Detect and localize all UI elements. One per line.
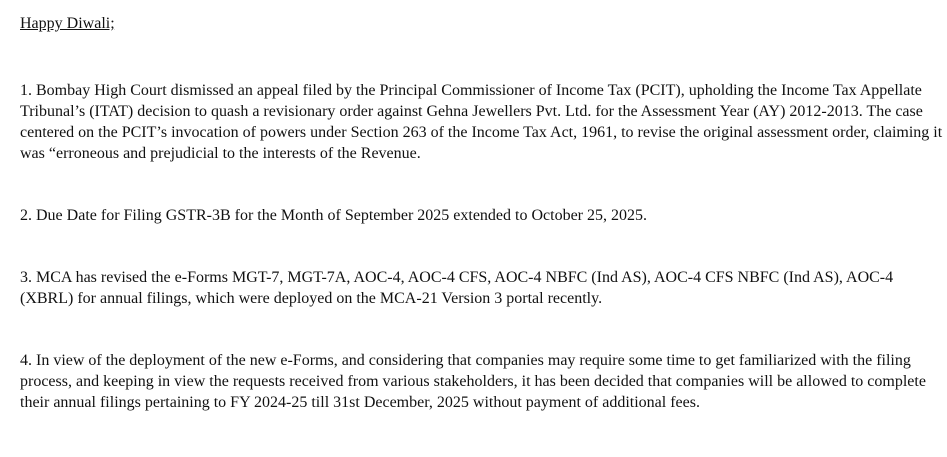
paragraph-4: 4. In view of the deployment of the new e-Forms, and considering that companies may require some time to get familiarized with the filing process, and keeping in view the requests received from various stakeholders, it has been decided that companies will be allowed to complete their annual filings pertaining to FY 2024-25 till 31st December, 2025 without payment of additional fees. xyxy=(20,352,926,411)
paragraph-2: 2. Due Date for Filing GSTR-3B for the Month of September 2025 extended to October 25, 2025. xyxy=(20,207,647,224)
paragraph-3: 3. MCA has revised the e-Forms MGT-7, MGT-7A, AOC-4, AOC-4 CFS, AOC-4 NBFC (Ind AS), AOC-4 CFS NBFC (Ind AS), AOC-4 (XBRL) for annual filings, which were deployed on the MCA-21 Version 3 portal recently. xyxy=(20,269,894,307)
greeting-heading: Happy Diwali; xyxy=(20,15,115,32)
paragraph-1: 1. Bombay High Court dismissed an appeal filed by the Principal Commissioner of Income Tax (PCIT), upholding the Income Tax Appellate Tribunal’s (ITAT) decision to quash a revisionary order against Gehna Jewellers Pvt. Ltd. for the Assessment Year (AY) 2012-2013. The case centered on the PCIT’s invocation of powers under Section 263 of the Income Tax Act, 1961, to revise the original assessment order, claiming it was “erroneous and prejudicial to the interests of the Revenue. xyxy=(20,82,943,162)
